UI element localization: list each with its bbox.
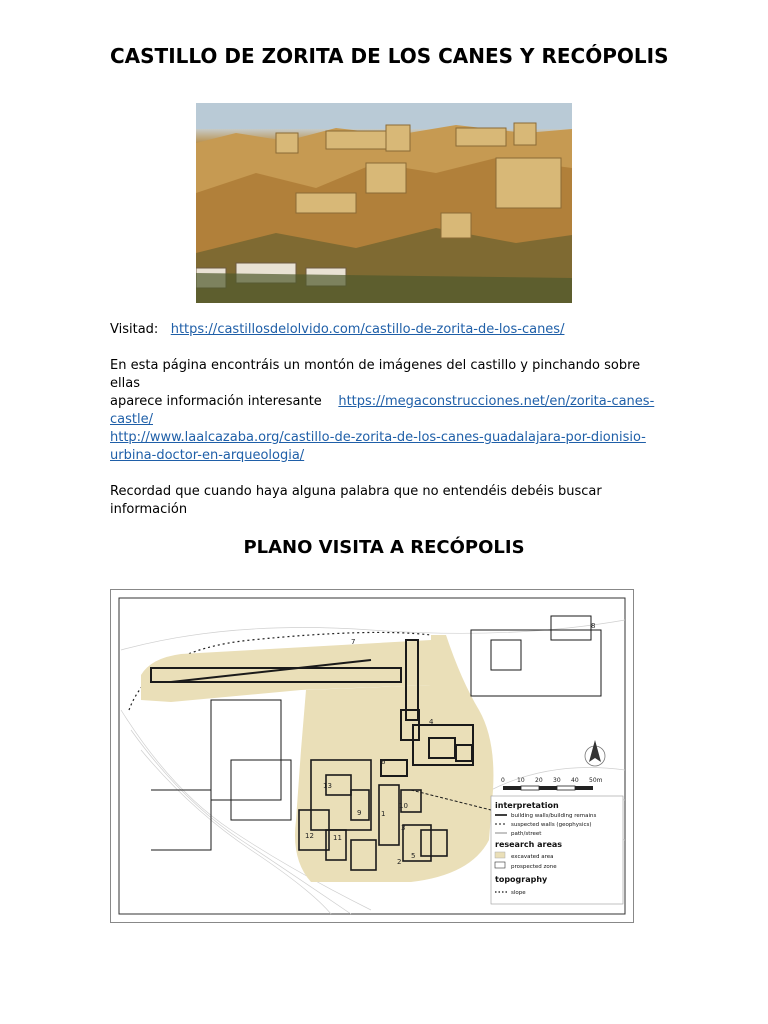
alcazaba-link-paragraph [110, 429, 655, 465]
legend-path: path/street [511, 831, 542, 837]
megaconstrucciones-link-part2[interactable]: castle/ [110, 412, 153, 427]
area-label-8: 8 [591, 622, 596, 630]
scale-label-40: 40 [571, 777, 579, 784]
castle-photo [196, 103, 572, 303]
visit-label: Visitad: [110, 322, 159, 337]
area-label-7: 7 [351, 638, 356, 646]
scale-label-50m: 50m [589, 777, 603, 784]
visit-paragraph [110, 321, 655, 339]
area-label-5: 5 [411, 852, 416, 860]
scale-label-20: 20 [535, 777, 543, 784]
megaconstrucciones-link-part1[interactable]: https://megaconstrucciones.net/en/zorita-canes- [338, 394, 655, 409]
legend-slope: slope [511, 890, 526, 896]
reminder-paragraph [110, 483, 655, 519]
area-label-13: 13 [323, 782, 332, 790]
area-label-11: 11 [333, 834, 342, 842]
area-label-6: 6 [381, 758, 386, 766]
info-line-1: En esta página encontráis un montón de imágenes del castillo y pinchando sobre ellas [110, 358, 641, 391]
castillos-link[interactable]: https://castillosdelolvido.com/castillo-de-zorita-de-los-canes/ [170, 322, 565, 337]
legend-interpretation-title: interpretation [495, 801, 559, 810]
castle-photo-drawing [196, 103, 572, 303]
alcazaba-link-part2[interactable]: urbina-doctor-en-arqueologia/ [110, 448, 305, 463]
legend-suspected-walls: suspected walls (geophysics) [511, 822, 592, 828]
area-label-2: 2 [397, 858, 402, 866]
legend-prospected: prospected zone [511, 864, 557, 870]
area-label-12: 12 [305, 832, 314, 840]
alcazaba-link-part1[interactable]: http://www.laalcazaba.org/castillo-de-zorita-de-los-canes-guadalajara-por-dionisio- [110, 430, 646, 445]
legend-building-walls: building walls/building remains [511, 813, 597, 819]
plan-subheading: PLANO VISITA A RECÓPOLIS [243, 537, 525, 558]
reminder-line-1: Recordad que cuando haya alguna palabra que no entendéis debéis buscar [110, 484, 602, 499]
page-title: CASTILLO DE ZORITA DE LOS CANES Y RECÓPOLIS [110, 44, 669, 68]
info-line-2-text: aparece información interesante [110, 394, 322, 409]
area-label-1: 1 [381, 810, 386, 818]
area-label-9: 9 [357, 809, 362, 817]
map-legend [491, 796, 623, 904]
legend-topography-title: topography [495, 875, 548, 884]
legend-excavated: excavated area [511, 854, 554, 860]
scale-label-30: 30 [553, 777, 561, 784]
scale-label-10: 10 [517, 777, 525, 784]
info-line-2 [110, 393, 655, 411]
scale-label-0: 0 [501, 777, 505, 784]
reminder-line-2: información [110, 502, 188, 517]
info-paragraph [110, 357, 655, 429]
recopolis-site-plan [110, 589, 634, 923]
area-label-3: 3 [401, 824, 406, 832]
legend-research-title: research areas [495, 840, 563, 849]
area-label-4: 4 [429, 718, 434, 726]
site-plan-drawing [111, 590, 633, 922]
area-label-10: 10 [399, 802, 408, 810]
